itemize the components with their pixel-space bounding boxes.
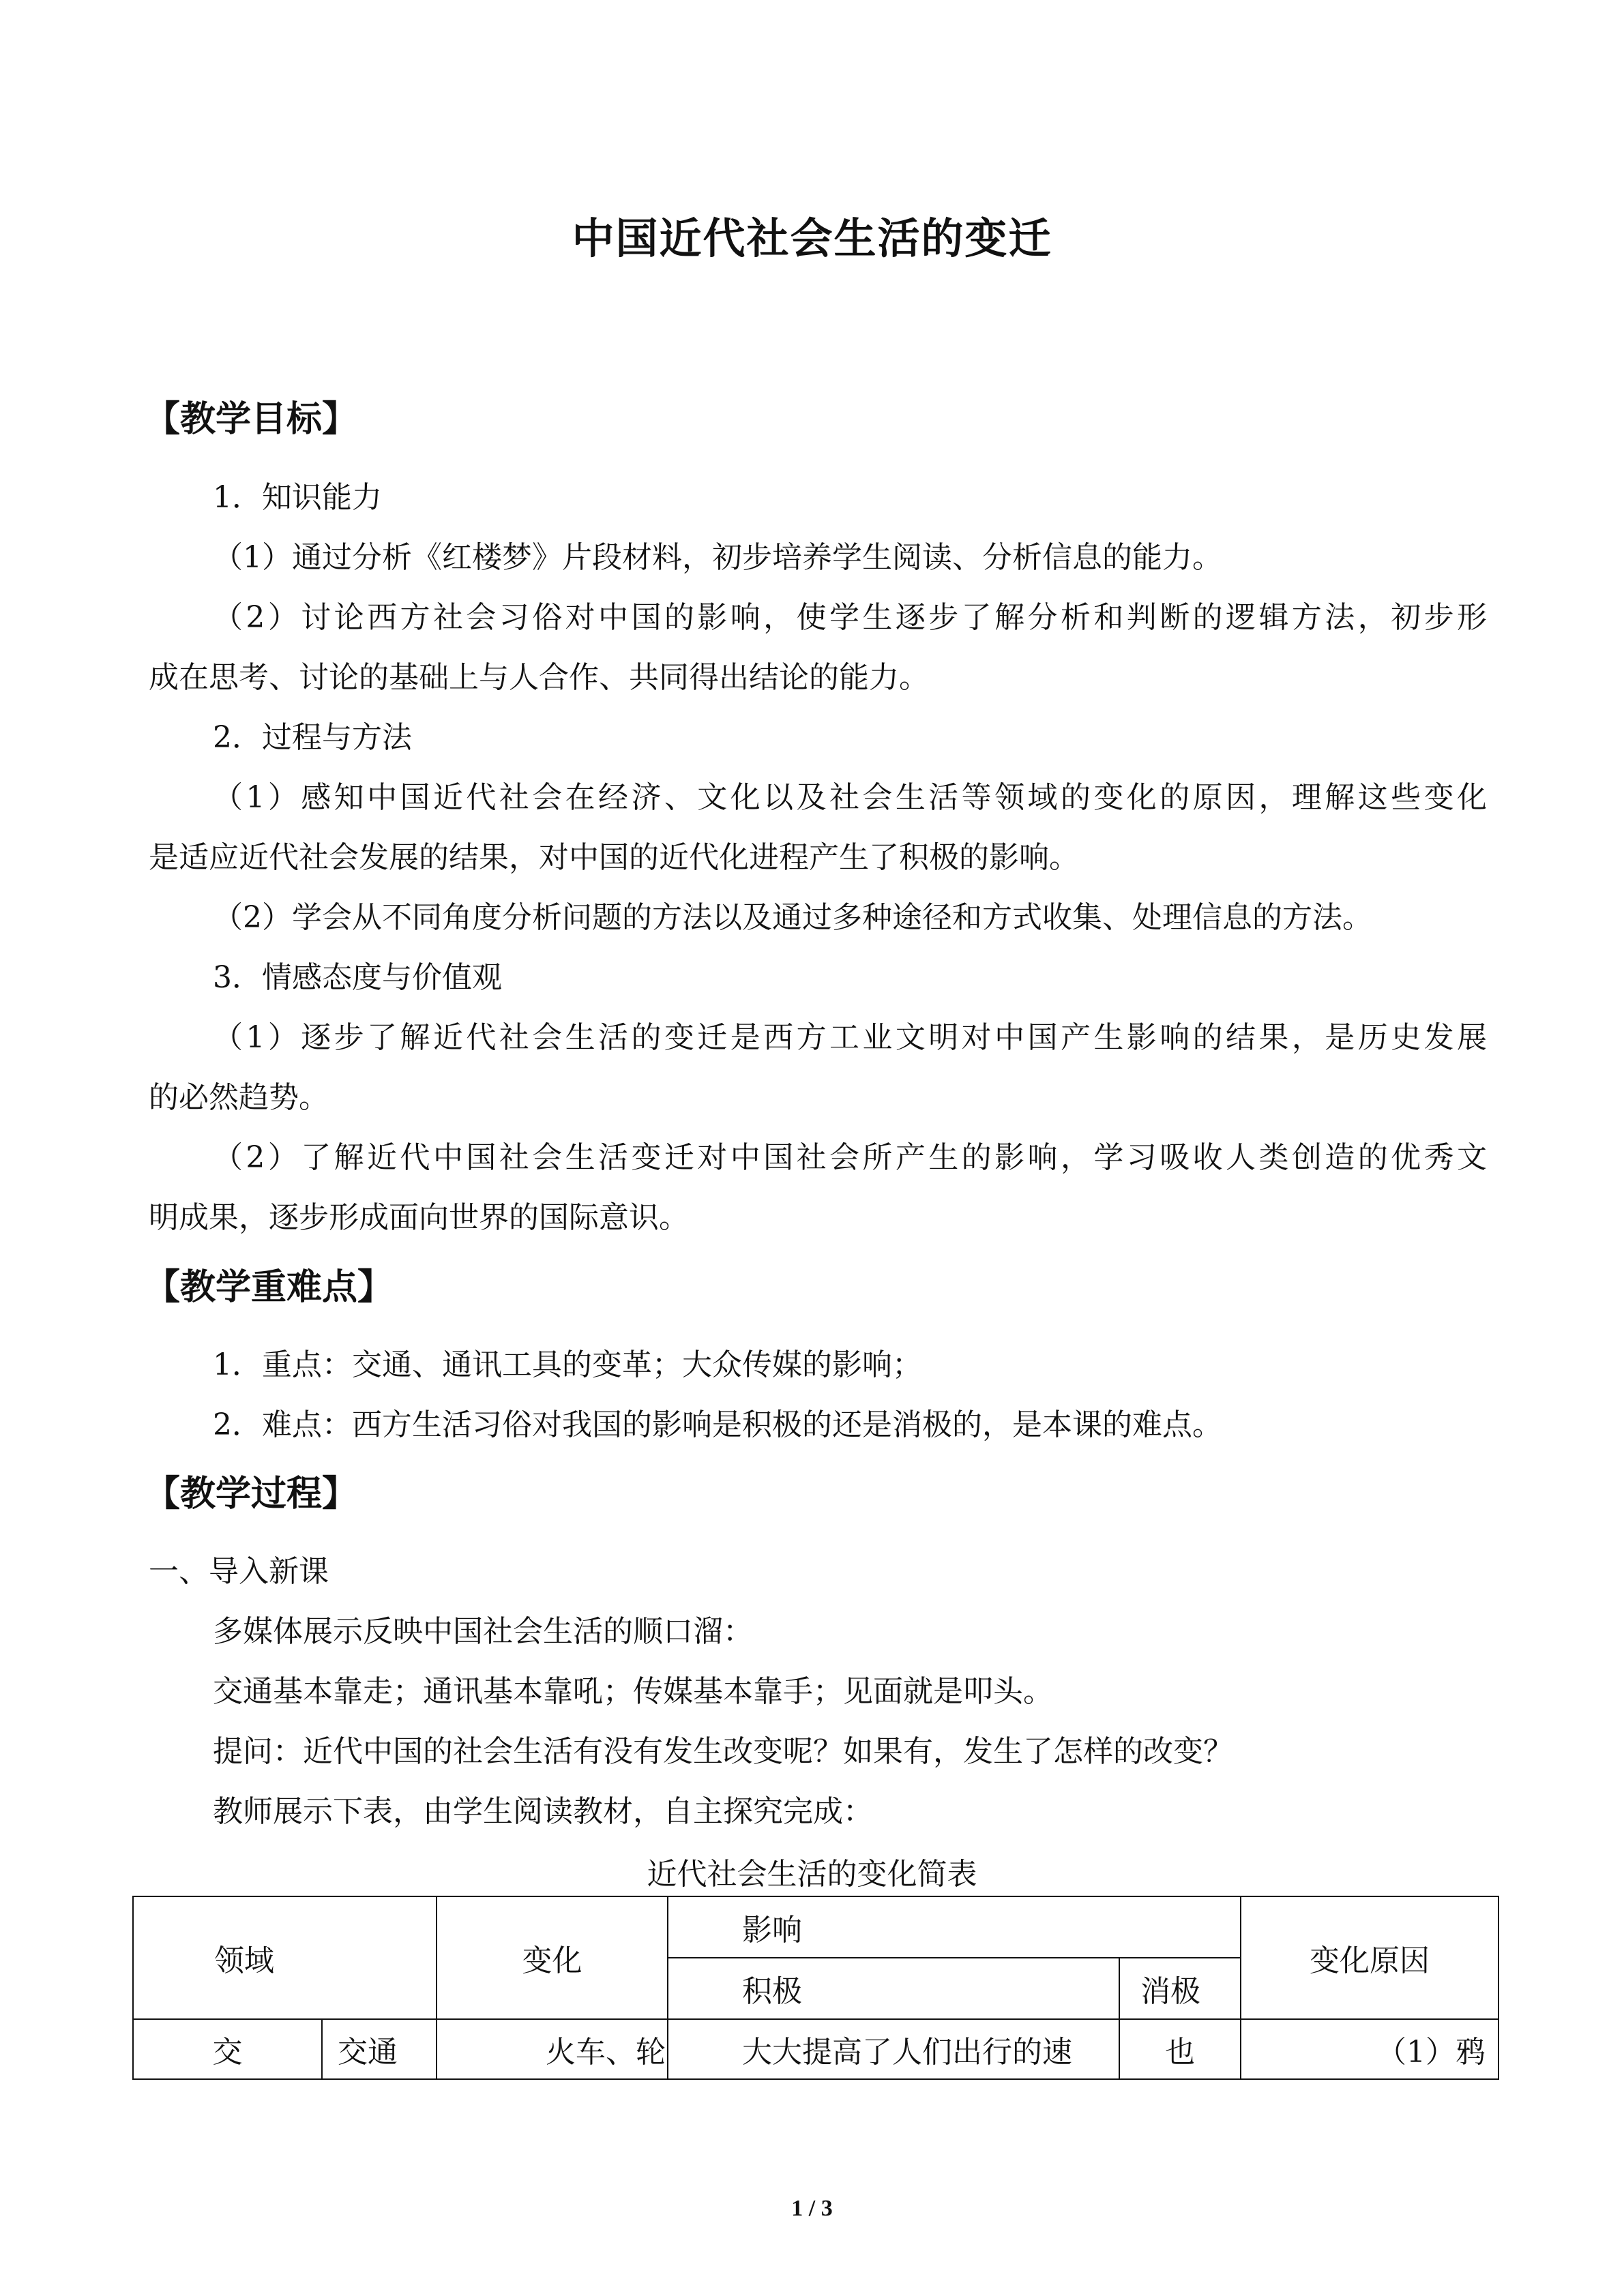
header-impact: 影响: [668, 1896, 1241, 1958]
paragraph: 提问：近代中国的社会生活有没有发生改变呢？如果有，发生了怎样的改变？: [213, 1734, 1233, 1769]
table-caption: 近代社会生活的变化简表: [647, 1857, 977, 1892]
paragraph: （2）了解近代中国社会生活变迁对中国社会所产生的影响，学习吸收人类创造的优秀文: [213, 1140, 1487, 1175]
paragraph: （1）逐步了解近代社会生活的变迁是西方工业文明对中国产生影响的结果，是历史发展: [213, 1020, 1487, 1055]
section-heading-process: 【教学过程】: [145, 1473, 358, 1515]
header-change: 变化: [437, 1896, 668, 2019]
paragraph: 多媒体展示反映中国社会生活的顺口溜：: [213, 1614, 753, 1649]
paragraph: 的必然趋势。: [149, 1080, 329, 1115]
header-negative: 消极: [1119, 1958, 1241, 2019]
header-positive: 积极: [668, 1958, 1119, 2019]
table-cell: 大大提高了人们出行的速: [668, 2019, 1119, 2079]
table-row: [133, 2019, 1498, 2079]
paragraph: 是适应近代社会发展的结果，对中国的近代化进程产生了积极的影响。: [149, 840, 1079, 875]
paragraph: 教师展示下表，由学生阅读教材，自主探究完成：: [213, 1794, 873, 1829]
page-number: 1 / 3: [791, 2196, 833, 2221]
section-heading-keypoints: 【教学重难点】: [145, 1266, 394, 1308]
paragraph: （2）讨论西方社会习俗对中国的影响，使学生逐步了解分析和判断的逻辑方法，初步形: [213, 600, 1487, 635]
paragraph: 1．重点：交通、通讯工具的变革；大众传媒的影响；: [213, 1347, 922, 1382]
subsection-process-method: 2．过程与方法: [213, 720, 412, 755]
paragraph: （1）感知中国近代社会在经济、文化以及社会生活等领域的变化的原因，理解这些变化: [213, 780, 1487, 815]
page-title: 中国近代社会生活的变迁: [572, 213, 1052, 263]
subsection-intro: 一、导入新课: [149, 1554, 329, 1589]
paragraph: 明成果，逐步形成面向世界的国际意识。: [149, 1200, 689, 1235]
paragraph: （2）学会从不同角度分析问题的方法以及通过多种途径和方式收集、处理信息的方法。: [213, 900, 1372, 935]
table-cell: （1）鸦: [1241, 2019, 1498, 2079]
section-heading-objectives: 【教学目标】: [145, 398, 358, 440]
table-cell: 交: [133, 2019, 322, 2079]
subsection-values: 3．情感态度与价值观: [213, 960, 502, 995]
table-cell: 火车、轮: [437, 2019, 668, 2079]
paragraph: 交通基本靠走；通讯基本靠吼；传媒基本靠手；见面就是叩头。: [213, 1674, 1053, 1709]
table-cell: 也: [1119, 2019, 1241, 2079]
change-table: [132, 1896, 1499, 2080]
table-cell: 交通: [322, 2019, 437, 2079]
header-reason: 变化原因: [1241, 1896, 1498, 2019]
header-domain: 领域: [133, 1896, 437, 2019]
subsection-knowledge: 1．知识能力: [213, 480, 382, 515]
paragraph: （1）通过分析《红楼梦》片段材料，初步培养学生阅读、分析信息的能力。: [213, 540, 1222, 575]
paragraph: 2．难点：西方生活习俗对我国的影响是积极的还是消极的，是本课的难点。: [213, 1407, 1222, 1442]
paragraph: 成在思考、讨论的基础上与人合作、共同得出结论的能力。: [149, 660, 929, 695]
